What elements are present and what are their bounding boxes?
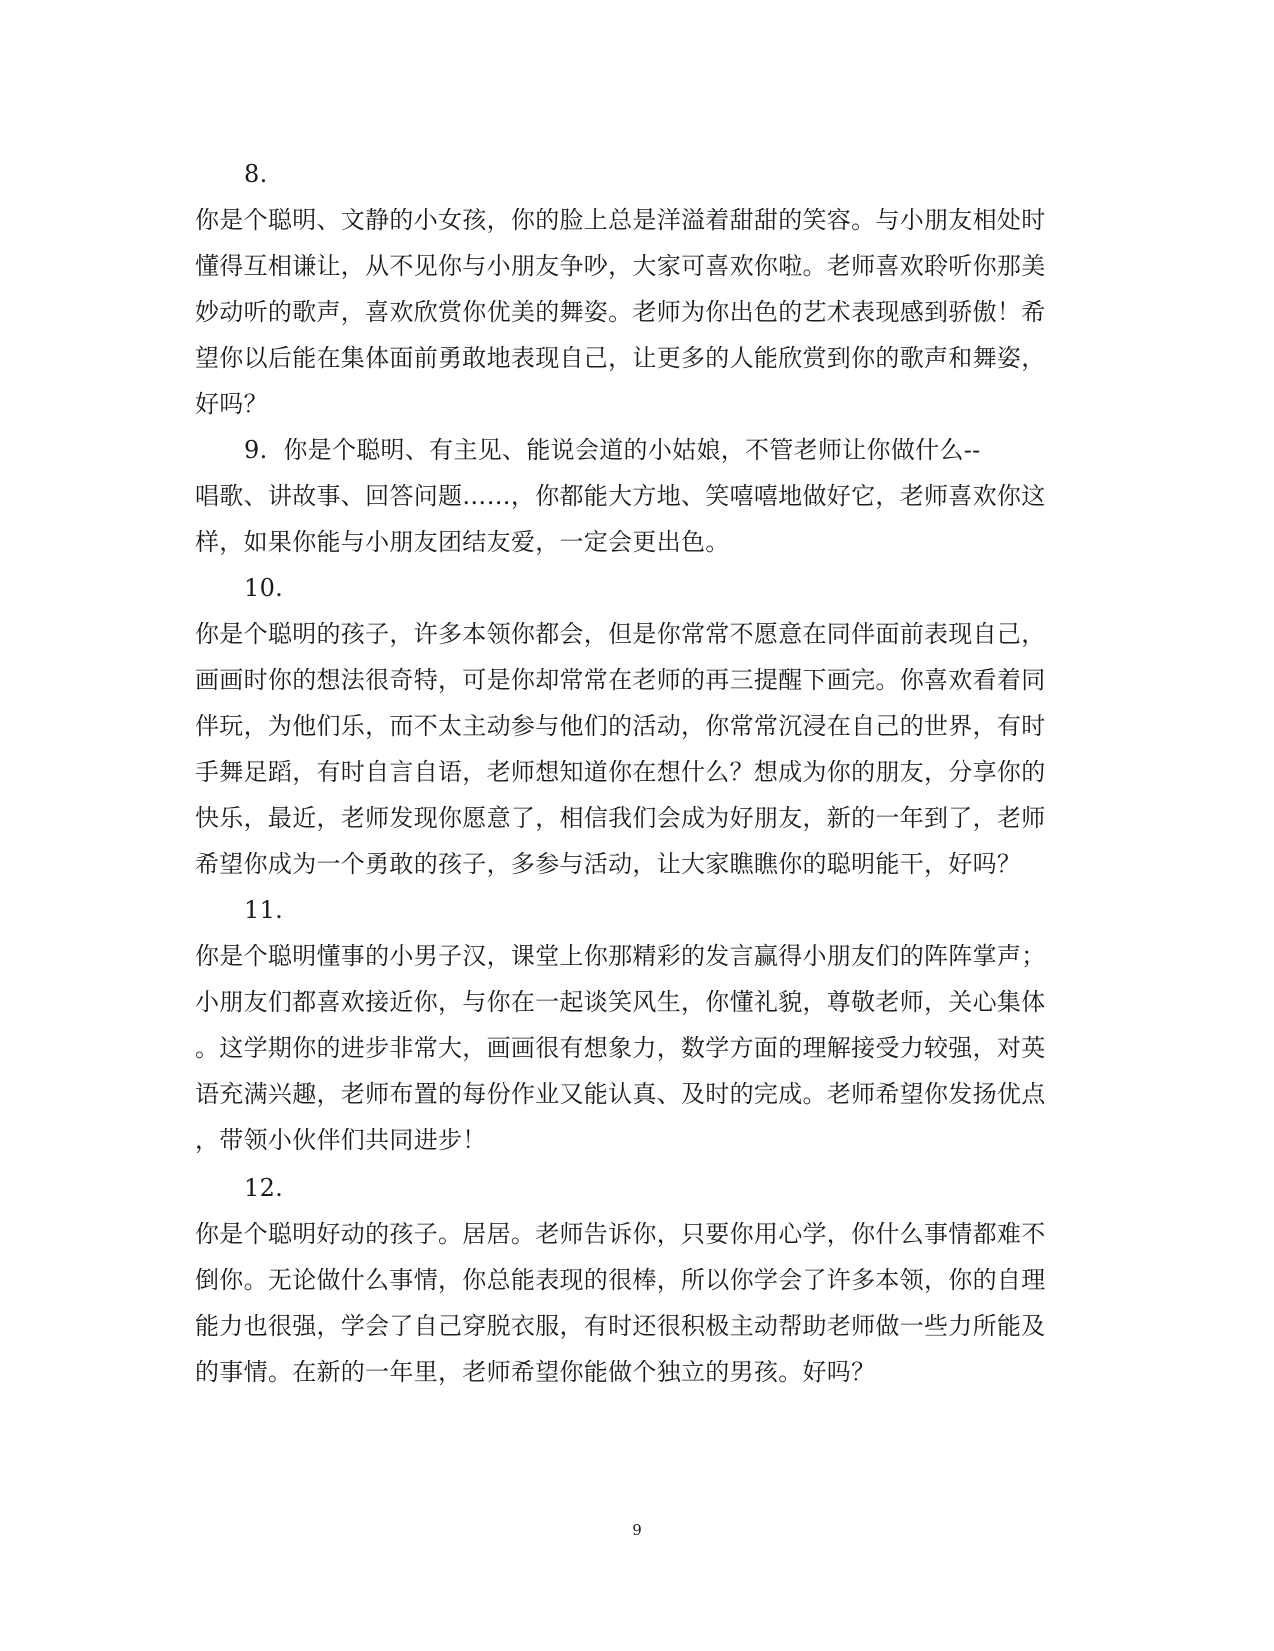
paragraph-9-line: 样，如果你能与小朋友团结友爱，一定会更出色。 [195,528,730,556]
paragraph-11-line: 。这学期你的进步非常大，画画很有想象力，数学方面的理解接受力较强，对英 [195,1034,1046,1062]
paragraph-8-line: 懂得互相谦让，从不见你与小朋友争吵，大家可喜欢你啦。老师喜欢聆听你那美 [195,252,1046,280]
paragraph-10-line: 你是个聪明的孩子，许多本领你都会，但是你常常不愿意在同伴面前表现自己， [195,620,1046,648]
paragraph-10-line: 画画时你的想法很奇特，可是你却常常在老师的再三提醒下画完。你喜欢看着同 [195,666,1046,694]
paragraph-8-number: 8. [244,160,268,188]
paragraph-12-number: 12. [244,1174,284,1202]
paragraph-11-number: 11. [244,896,284,924]
paragraph-10-line: 快乐，最近，老师发现你愿意了，相信我们会成为好朋友，新的一年到了，老师 [195,804,1046,832]
paragraph-8-line: 妙动听的歌声，喜欢欣赏你优美的舞姿。老师为你出色的艺术表现感到骄傲！希 [195,298,1046,326]
paragraph-8-line: 望你以后能在集体面前勇敢地表现自己，让更多的人能欣赏到你的歌声和舞姿， [195,344,1046,372]
paragraph-12-line: 你是个聪明好动的孩子。居居。老师告诉你，只要你用心学，你什么事情都难不 [195,1220,1046,1248]
paragraph-12-line: 的事情。在新的一年里，老师希望你能做个独立的男孩。好吗？ [195,1358,876,1386]
paragraph-9-first-line-text: 你是个聪明、有主见、能说会道的小姑娘，不管老师让你做什么-- [283,436,981,464]
paragraph-12-line: 倒你。无论做什么事情，你总能表现的很棒，所以你学会了许多本领，你的自理 [195,1266,1046,1294]
paragraph-9-first-line [244,434,1124,466]
paragraph-9-line: 唱歌、讲故事、回答问题……，你都能大方地、笑嘻嘻地做好它，老师喜欢你这 [195,482,1046,510]
paragraph-8-line: 好吗？ [195,390,268,418]
paragraph-11-line: 小朋友们都喜欢接近你，与你在一起谈笑风生，你懂礼貌，尊敬老师，关心集体 [195,988,1046,1016]
paragraph-8-line: 你是个聪明、文静的小女孩，你的脸上总是洋溢着甜甜的笑容。与小朋友相处时 [195,206,1046,234]
paragraph-11-line: 语充满兴趣，老师布置的每份作业又能认真、及时的完成。老师希望你发扬优点 [195,1080,1046,1108]
paragraph-11-line: ，带领小伙伴们共同进步！ [195,1126,487,1154]
paragraph-9-number: 9. [244,436,268,464]
paragraph-10-line: 伴玩，为他们乐，而不太主动参与他们的活动，你常常沉浸在自己的世界，有时 [195,712,1046,740]
paragraph-10-line: 手舞足蹈，有时自言自语，老师想知道你在想什么？想成为你的朋友，分享你的 [195,758,1046,786]
paragraph-10-line: 希望你成为一个勇敢的孩子，多参与活动，让大家瞧瞧你的聪明能干，好吗？ [195,850,1022,878]
paragraph-10-number: 10. [244,574,284,602]
page-number: 9 [632,1521,642,1539]
paragraph-12-line: 能力也很强，学会了自己穿脱衣服，有时还很积极主动帮助老师做一些力所能及 [195,1312,1046,1340]
paragraph-11-line: 你是个聪明懂事的小男子汉，课堂上你那精彩的发言赢得小朋友们的阵阵掌声； [195,942,1046,970]
